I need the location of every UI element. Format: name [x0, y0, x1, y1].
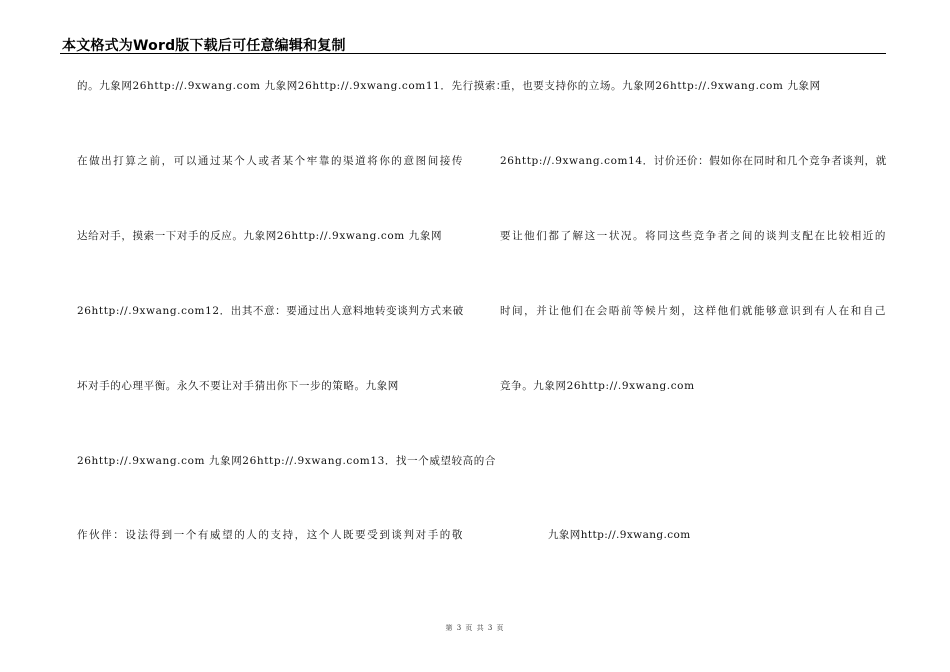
left-line-3: 达给对手，摸索一下对手的反应。九象网26http://.9xwang.com 九象网	[77, 230, 443, 242]
left-line-5: 坏对手的心理平衡。永久不要让对手猜出你下一步的策略。九象网	[77, 380, 399, 392]
right-line-1: 重，也要支持你的立场。九象网26http://.9xwang.com 九象网	[500, 80, 821, 92]
right-line-3: 要让他们都了解这一状况。将同这些竞争者之间的谈判支配在比较相近的	[500, 230, 886, 242]
right-line-2: 26http://.9xwang.com14．讨价还价：假如你在同时和几个竞争者谈判，就	[500, 155, 887, 167]
document-header-title: 本文格式为Word版下载后可任意编辑和复制	[62, 38, 346, 54]
left-line-1: 的。九象网26http://.9xwang.com 九象网26http://.9xwang.com11．先行摸索：	[77, 80, 508, 92]
header-divider	[60, 53, 886, 54]
right-line-5: 竞争。九象网26http://.9xwang.com	[500, 380, 695, 392]
right-line-4: 时间，并让他们在会晤前等候片刻，这样他们就能够意识到有人在和自己	[500, 305, 886, 317]
left-line-6: 26http://.9xwang.com 九象网26http://.9xwang.com13．找一个威望较高的合	[77, 455, 496, 467]
left-line-7: 作伙伴：设法得到一个有威望的人的支持，这个人既要受到谈判对手的敬	[77, 529, 463, 541]
page-number-footer: 第 3 页 共 3 页	[445, 624, 505, 632]
left-line-2: 在做出打算之前，可以通过某个人或者某个牢靠的渠道将你的意图间接传	[77, 155, 463, 167]
site-signature: 九象网http://.9xwang.com	[548, 529, 691, 541]
left-line-4: 26http://.9xwang.com12．出其不意：要通过出人意料地转变谈判方式来破	[77, 305, 464, 317]
